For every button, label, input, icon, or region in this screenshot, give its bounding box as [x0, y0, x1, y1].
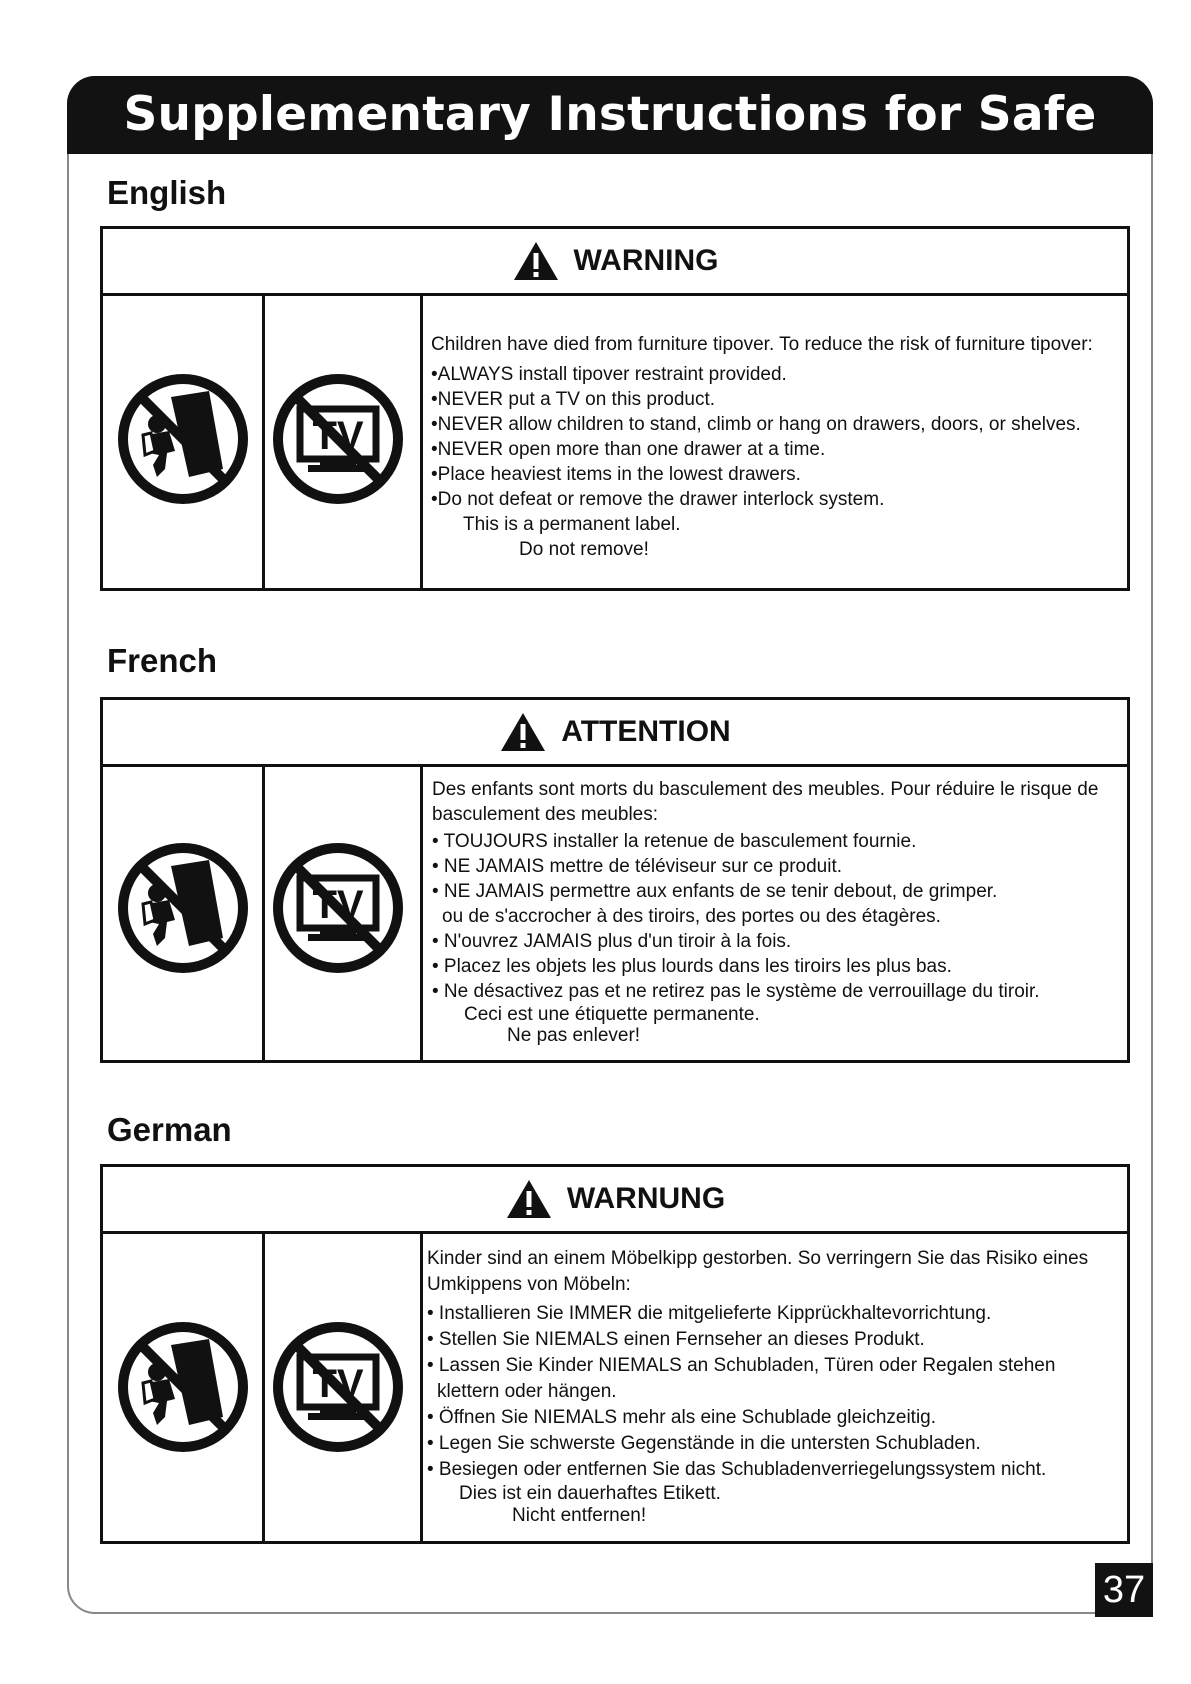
no-climbing-furniture-icon [113, 838, 253, 978]
warning-text-german [427, 1246, 1088, 1527]
cell-divider [420, 296, 423, 588]
bullet-item: •ALWAYS install tipover restraint provided. [431, 364, 787, 385]
cell-divider [262, 1234, 265, 1541]
bullet-item: •NEVER allow children to stand, climb or hang on drawers, doors, or shelves. [431, 414, 1081, 435]
bullet-continuation: ou de s'accrocher à des tiroirs, des portes ou des étagères. [442, 906, 941, 927]
panel-heading-text: WARNUNG [566, 1182, 726, 1215]
label-note-2: Nicht entfernen! [512, 1505, 647, 1526]
bullet-item: •NEVER put a TV on this product. [431, 389, 716, 410]
label-note-2: Do not remove! [519, 539, 649, 560]
bullet-item: •Do not defeat or remove the drawer interlock system. [431, 489, 885, 510]
intro-text: basculement des meubles: [432, 804, 659, 825]
tv-label: TV [312, 883, 364, 927]
warning-panel-german [100, 1164, 1130, 1544]
cell-divider [262, 296, 265, 588]
tv-label: TV [312, 414, 364, 458]
panel-heading [103, 700, 1127, 767]
no-climbing-furniture-icon [113, 369, 253, 509]
bullet-item: • Besiegen oder entfernen Sie das Schubladenverriegelungssystem nicht. [427, 1459, 1047, 1480]
warning-panel-french [100, 697, 1130, 1063]
bullet-item: • NE JAMAIS permettre aux enfants de se tenir debout, de grimper. [432, 881, 998, 902]
intro-text: Umkippens von Möbeln: [427, 1274, 631, 1295]
panel-heading [103, 1167, 1127, 1234]
tv-label: TV [312, 1362, 364, 1406]
no-tv-icon [268, 1317, 408, 1457]
bullet-item: • Installieren Sie IMMER die mitgelieferte Kipprückhaltevorrichtung. [427, 1303, 992, 1324]
cell-divider [420, 767, 423, 1060]
intro-text: Kinder sind an einem Möbelkipp gestorben. So verringern Sie das Risiko eines [427, 1248, 1089, 1269]
bullet-item: • NE JAMAIS mettre de téléviseur sur ce produit. [432, 856, 843, 877]
bullet-item: • Lassen Sie Kinder NIEMALS an Schubladen, Türen oder Regalen stehen [427, 1355, 1056, 1376]
panel-heading [103, 229, 1127, 296]
intro-text: Children have died from furniture tipover. To reduce the risk of furniture tipover: [431, 334, 1093, 355]
warning-triangle-icon [512, 240, 560, 282]
label-note: Ceci est une étiquette permanente. [464, 1004, 760, 1025]
bullet-item: • TOUJOURS installer la retenue de basculement fournie. [432, 831, 917, 852]
bullet-item: •NEVER open more than one drawer at a time. [431, 439, 826, 460]
page-title: Supplementary Instructions for Safe Use [123, 87, 1097, 220]
cell-divider [420, 1234, 423, 1541]
no-climbing-furniture-icon [113, 1317, 253, 1457]
warning-text-french [432, 777, 1098, 1046]
bullet-item: • Öffnen Sie NIEMALS mehr als eine Schublade gleichzeitig. [427, 1407, 937, 1428]
no-tv-icon [268, 369, 408, 509]
bullet-item: • Stellen Sie NIEMALS einen Fernseher an dieses Produkt. [427, 1329, 925, 1350]
section-language-english: English [107, 174, 227, 211]
label-note-2: Ne pas enlever! [507, 1025, 641, 1046]
intro-text: Des enfants sont morts du basculement des meubles. Pour réduire le risque de [432, 779, 1099, 800]
warning-panel-english [100, 226, 1130, 591]
bullet-item: • Ne désactivez pas et ne retirez pas le système de verrouillage du tiroir. [432, 981, 1040, 1002]
warning-triangle-icon [505, 1178, 553, 1220]
label-note: This is a permanent label. [463, 514, 681, 535]
bullet-item: •Place heaviest items in the lowest drawers. [431, 464, 801, 485]
panel-heading-text: WARNING [573, 244, 719, 277]
warning-triangle-icon [499, 711, 547, 753]
bullet-item: • Legen Sie schwerste Gegenstände in die untersten Schubladen. [427, 1433, 981, 1454]
warning-text-english [431, 332, 1093, 562]
label-note: Dies ist ein dauerhaftes Etikett. [459, 1483, 721, 1504]
cell-divider [262, 767, 265, 1060]
panel-heading-text: ATTENTION [561, 715, 731, 748]
bullet-continuation: klettern oder hängen. [437, 1381, 617, 1402]
section-language-german: German [107, 1111, 232, 1148]
no-tv-icon [268, 838, 408, 978]
bullet-item: • N'ouvrez JAMAIS plus d'un tiroir à la fois. [432, 931, 792, 952]
section-language-french: French [107, 642, 218, 679]
bullet-item: • Placez les objets les plus lourds dans les tiroirs les plus bas. [432, 956, 952, 977]
page-number: 37 [1095, 1563, 1153, 1617]
